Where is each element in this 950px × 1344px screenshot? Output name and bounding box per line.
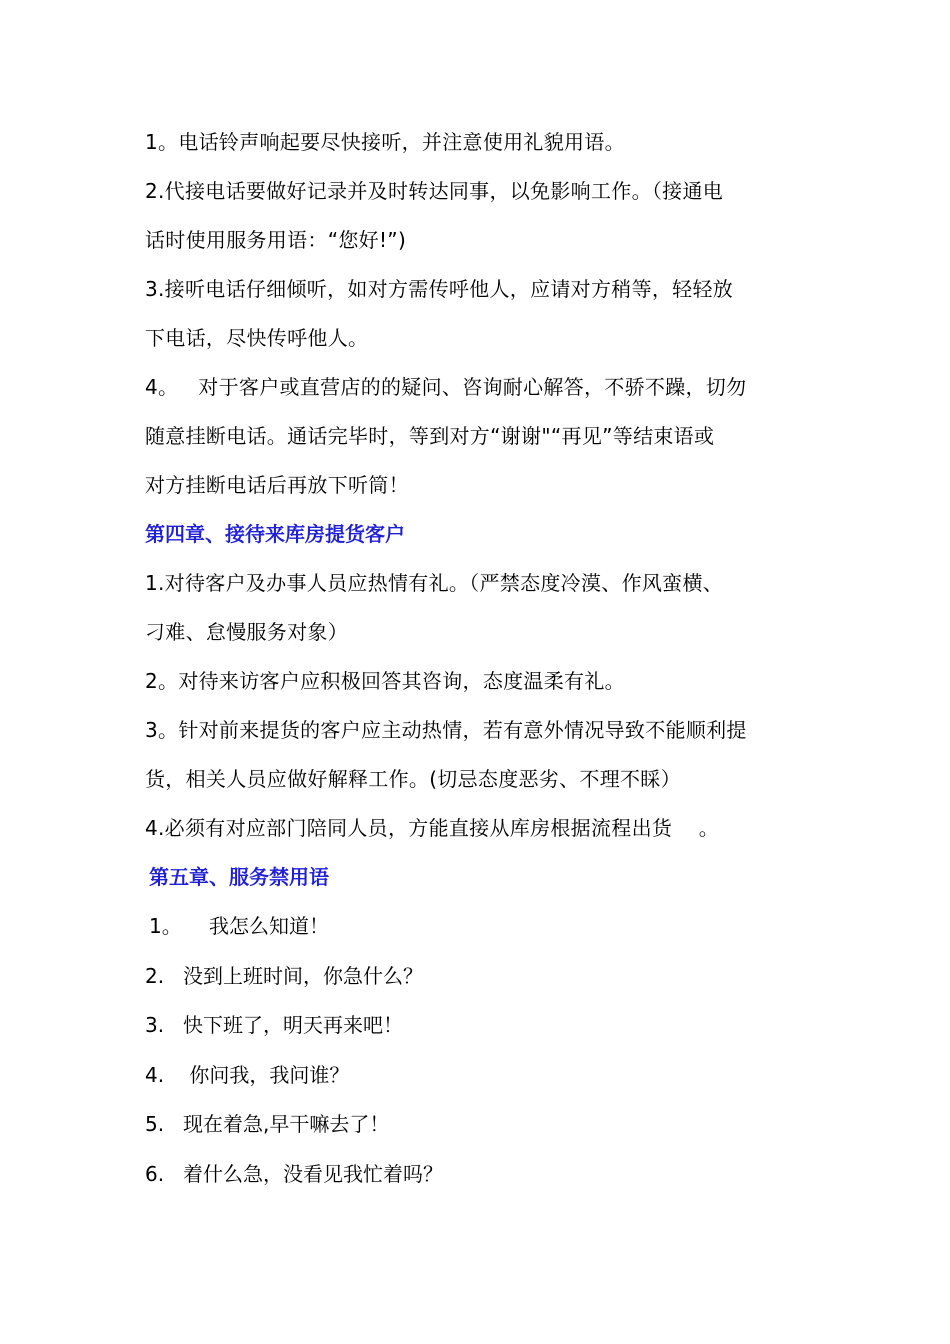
list-item [145, 1001, 810, 1051]
phone-rule-3 [145, 265, 810, 363]
phone-rule-3-line-1: 3.接听电话仔细倾听，如对方需传呼他人，应请对方稍等，轻轻放 [145, 277, 734, 301]
list-item-number: 5. [145, 1112, 165, 1136]
document-body [145, 118, 810, 1199]
forbidden-phrases-list [145, 902, 810, 1199]
chapter-4-rule-4: 4.必须有对应部门陪同人员，方能直接从库房根据流程出货 。 [145, 816, 720, 840]
phone-rule-1: 1。电话铃声响起要尽快接听，并注意使用礼貌用语。 [145, 130, 625, 154]
list-item-text: 没到上班时间，你急什么？ [183, 963, 423, 988]
list-item [145, 1100, 810, 1150]
list-item [145, 952, 810, 1002]
chapter-4-rule-1 [145, 559, 810, 657]
chapter-5-heading: 第五章、服务禁用语 [149, 865, 329, 889]
list-item-number: 3. [145, 1013, 165, 1037]
phone-rule-4-line-1: 4。 对于客户或直营店的的疑问、咨询耐心解答，不骄不躁，切勿 [145, 375, 747, 399]
list-item-number: 6. [145, 1161, 165, 1186]
phone-rule-2-line-2: 话时使用服务用语：“您好!”) [145, 228, 407, 252]
list-item-text: 着什么急，没看见我忙着吗？ [183, 1161, 443, 1186]
chapter-4-heading: 第四章、接待来库房提货客户 [145, 522, 405, 546]
list-item-text: 我怎么知道！ [209, 914, 329, 938]
phone-rule-2 [145, 167, 810, 265]
list-item-number: 2. [145, 963, 165, 988]
list-item [145, 902, 810, 952]
chapter-4-rule-1-line-1: 1.对待客户及办事人员应热情有礼。（严禁态度冷漠、作风蛮横、 [145, 571, 724, 595]
chapter-4-rule-3 [145, 706, 810, 804]
phone-rule-4-line-2: 随意挂断电话。通话完毕时，等到对方“谢谢"“再见”等结束语或 [145, 424, 715, 448]
chapter-4-rule-2: 2。对待来访客户应积极回答其咨询，态度温柔有礼。 [145, 669, 625, 693]
list-item-text: 快下班了，明天再来吧！ [183, 1013, 403, 1037]
phone-rule-3-line-2: 下电话，尽快传呼他人。 [145, 326, 369, 350]
phone-rule-4 [145, 363, 810, 510]
list-item-text: 你问我，我问谁？ [183, 1062, 350, 1087]
list-item-text: 现在着急,早干嘛去了！ [183, 1112, 390, 1136]
chapter-4-rule-3-line-1: 3。针对前来提货的客户应主动热情，若有意外情况导致不能顺利提 [145, 718, 747, 742]
chapter-4-rule-1-line-2: 刁难、怠慢服务对象） [145, 620, 348, 644]
chapter-4-rule-3-line-2: 货，相关人员应做好解释工作。(切忌态度恶劣、不理不睬） [145, 767, 681, 791]
phone-rule-4-line-3: 对方挂断电话后再放下听筒！ [145, 473, 409, 497]
list-item [145, 1051, 810, 1101]
list-item-number: 4. [145, 1062, 165, 1087]
phone-rule-2-line-1: 2.代接电话要做好记录并及时转达同事，以免影响工作。（接通电 [145, 179, 724, 203]
list-item-number: 1。 [149, 914, 182, 938]
list-item [145, 1150, 810, 1200]
